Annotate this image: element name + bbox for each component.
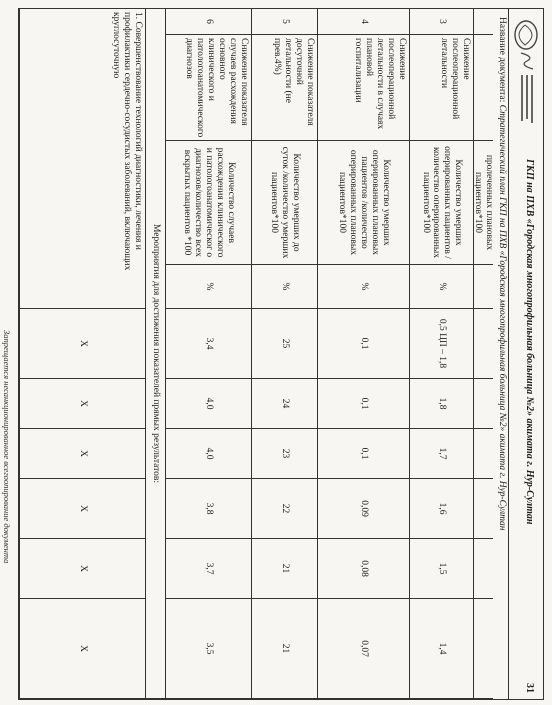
document-name (497, 17, 507, 531)
indicator-value: 24 (251, 379, 317, 429)
indicator-formula: Количество умерших до суток /количество умерших пациентов*100 (251, 141, 317, 265)
hospital-logo-icon (511, 17, 541, 127)
table-cell-empty (473, 379, 493, 429)
indicator-value: 0,08 (317, 539, 409, 599)
indicator-baseline: 0,5 ЦП – 1,8 (409, 309, 473, 379)
row-number: 5 (251, 9, 317, 35)
page-header (508, 9, 543, 699)
indicator-unit: % (165, 265, 251, 309)
indicator-value: 3,5 (165, 599, 251, 699)
measure-mark: X (19, 479, 145, 539)
table-cell-empty (473, 599, 493, 699)
indicator-formula: Количество умерших оперированных плановых пациентов /количество оперированных плановых пациентов*100 (317, 141, 409, 265)
table-cell-empty (473, 265, 493, 309)
indicator-value: 1,4 (409, 599, 473, 699)
indicator-value: 21 (251, 599, 317, 699)
indicator-value: 22 (251, 479, 317, 539)
table-cell-empty (473, 429, 493, 479)
measure-mark: X (19, 539, 145, 599)
row-number: 6 (165, 9, 251, 35)
footer-stamp: Запрещается несанкционированное всегоопирование документа (2, 330, 12, 564)
indicator-formula: Количество умерших оперированных пациентов /количество оперированных пациентов*100 (409, 141, 473, 265)
indicator-value: 3,8 (165, 479, 251, 539)
indicator-value: 1,6 (409, 479, 473, 539)
indicator-name: Снижение послеоперационной летальности (409, 35, 473, 141)
indicator-value: 21 (251, 539, 317, 599)
indicator-name: Снижение послеоперационной летальности в случаях плановой госпитализации (317, 35, 409, 141)
indicator-value: 0,09 (317, 479, 409, 539)
measure-mark: X (19, 599, 145, 699)
section-heading: Мероприятия для достижения показателей прямых результатов: (145, 9, 165, 699)
measure-mark: X (19, 309, 145, 379)
document-name-value: Стратегический план ГКП на ПХВ «Городская многопрофильная больница №2» акимата г. Нур-Султан (497, 104, 507, 531)
measure-mark: X (19, 429, 145, 479)
indicator-name: Снижение показателя случаев расхождения основного клинического и патологоанатомического диагнозов (165, 35, 251, 141)
table-cell-continuation: пролеченных плановых пациентов*100 (473, 141, 493, 265)
row-number: 4 (317, 9, 409, 35)
page-number: 31 (524, 683, 535, 693)
table-cell-empty (473, 35, 493, 141)
indicator-value: 3,7 (165, 539, 251, 599)
indicator-value: 1,5 (409, 539, 473, 599)
indicator-baseline: 0,1 (317, 309, 409, 379)
indicator-table (19, 9, 493, 699)
indicator-value: 0,1 (317, 429, 409, 479)
indicator-baseline: 3,4 (165, 309, 251, 379)
table-cell-empty (473, 539, 493, 599)
measure-item: 1. Совершенствование технологий диагностики, лечения и профилактики сердечно-сосудистых заболеваний, включающих круглосуточную (19, 9, 145, 309)
row-number: 3 (409, 9, 473, 35)
document-title: ГКП на ПХВ «Городская многопрофильная больница №2» акимата г. Нур-Султан (524, 159, 535, 525)
indicator-unit: % (317, 265, 409, 309)
table-cell-empty (473, 479, 493, 539)
table-cell-empty (473, 9, 493, 35)
indicator-name: Снижение показателя досуточной летальности (не прев.4%) (251, 35, 317, 141)
indicator-unit: % (251, 265, 317, 309)
indicator-value: 1,7 (409, 429, 473, 479)
indicator-unit: % (409, 265, 473, 309)
indicator-value: 23 (251, 429, 317, 479)
indicator-value: 1,8 (409, 379, 473, 429)
indicator-value: 0,07 (317, 599, 409, 699)
indicator-formula: Количество случаев расхождения клинического и патологоанатомическог о диагнозов/количество всех вскрытых пациентов *100 (165, 141, 251, 265)
document-sheet (18, 8, 544, 700)
measure-mark: X (19, 379, 145, 429)
indicator-value: 4,0 (165, 429, 251, 479)
table-cell-empty (473, 309, 493, 379)
indicator-value: 4,0 (165, 379, 251, 429)
document-name-label: Название документа: (497, 17, 507, 103)
indicator-value: 0,1 (317, 379, 409, 429)
indicator-baseline: 25 (251, 309, 317, 379)
